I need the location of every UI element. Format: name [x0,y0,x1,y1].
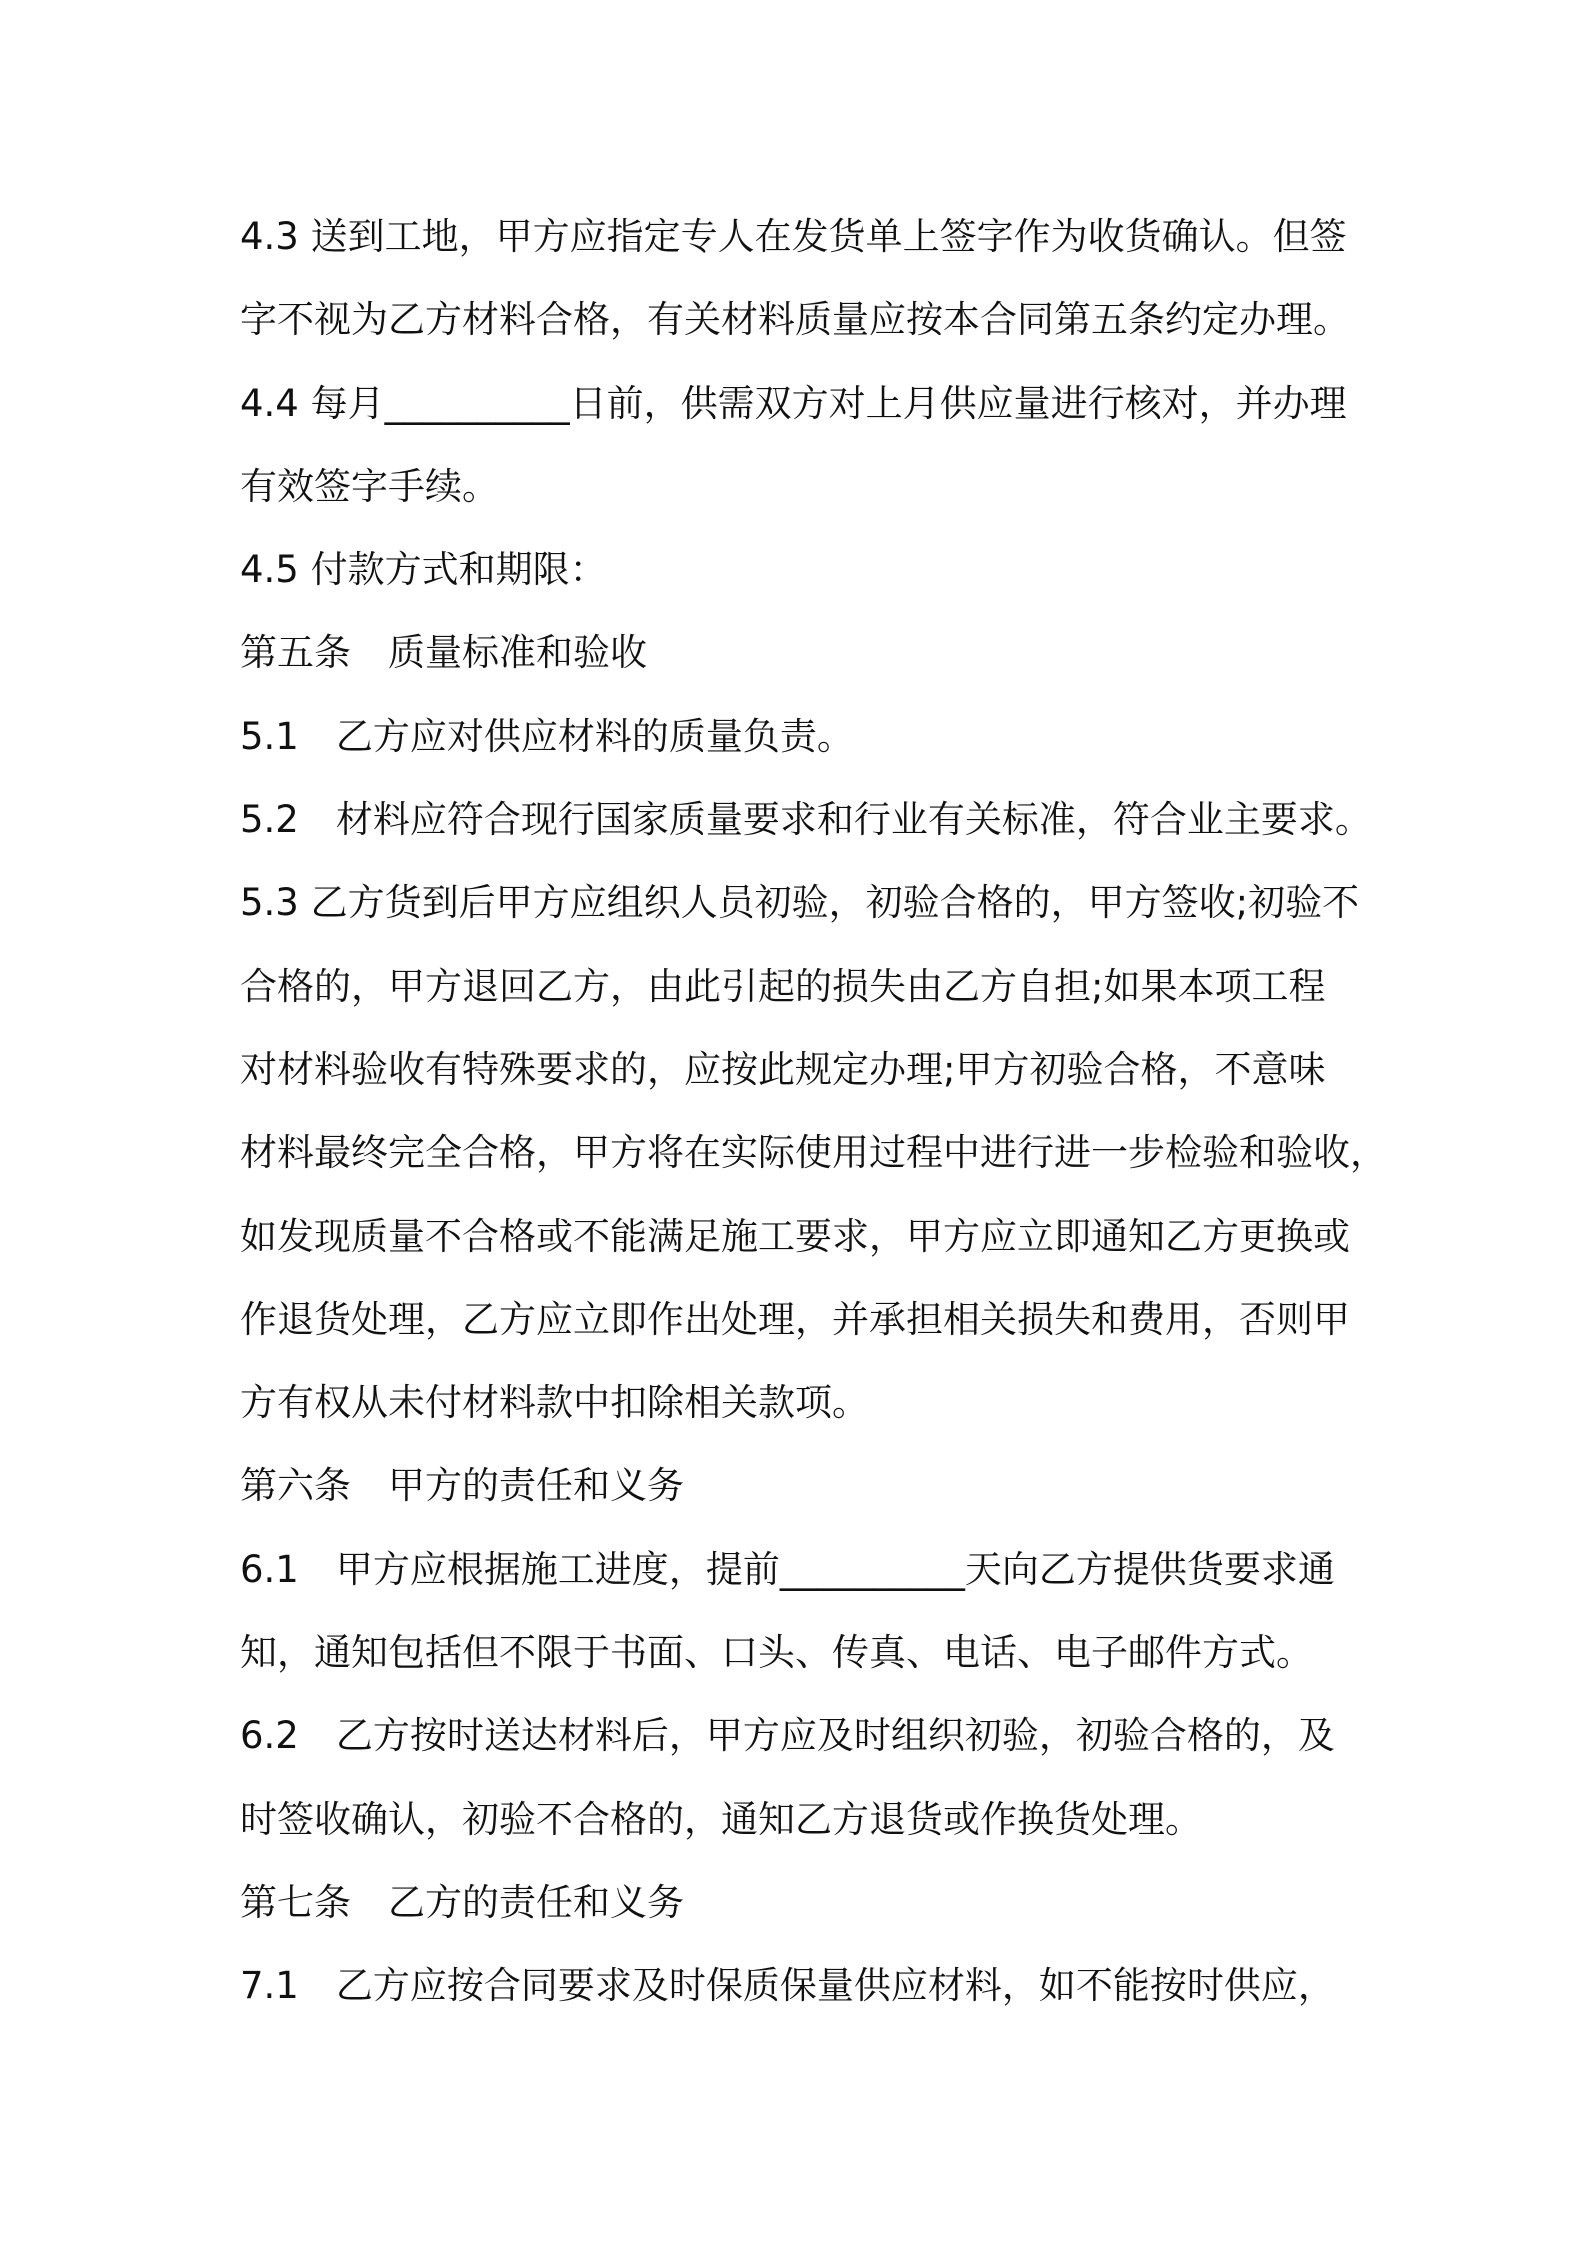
text-line: 5.2 材料应符合现行国家质量要求和行业有关标准，符合业主要求。 [240,798,1372,842]
text-line: 方有权从未付材料款中扣除相关款项。 [240,1381,869,1425]
text-line: 4.3 送到工地，甲方应指定专人在发货单上签字作为收货确认。但签 [240,215,1347,258]
text-line: 如发现质量不合格或不能满足施工要求，甲方应立即通知乙方更换或 [240,1214,1350,1258]
section-heading: 第七条 乙方的责任和义务 [240,1880,684,1924]
text-line: 字不视为乙方材料合格，有关材料质量应按本合同第五条约定办理。 [240,298,1350,342]
section-heading: 第六条 甲方的责任和义务 [240,1464,684,1508]
text-line: 6.1 甲方应根据施工进度，提前__________天向乙方提供货要求通 [240,1547,1335,1591]
document-body [240,195,1387,2028]
text-line: 知，通知包括但不限于书面、口头、传真、电话、电子邮件方式。 [240,1631,1313,1675]
text-line: 对材料验收有特殊要求的，应按此规定办理;甲方初验合格，不意味 [240,1047,1326,1091]
text-line: 作退货处理，乙方应立即作出处理，并承担相关损失和费用，否则甲 [240,1297,1350,1341]
text-line: 4.4 每月__________日前，供需双方对上月供应量进行核对，并办理 [240,381,1347,425]
text-line: 5.1 乙方应对供应材料的质量负责。 [240,714,854,758]
text-line: 材料最终完全合格，甲方将在实际使用过程中进行进一步检验和验收， [240,1131,1387,1175]
text-line: 时签收确认，初验不合格的，通知乙方退货或作换货处理。 [240,1797,1202,1841]
text-line: 合格的，甲方退回乙方，由此引起的损失由乙方自担;如果本项工程 [240,964,1326,1008]
text-line: 4.5 付款方式和期限： [240,548,607,592]
section-heading: 第五条 质量标准和验收 [240,631,647,675]
text-line: 5.3 乙方货到后甲方应组织人员初验，初验合格的，甲方签收;初验不 [240,881,1360,925]
text-line: 有效签字手续。 [240,464,499,508]
text-line: 6.2 乙方按时送达材料后，甲方应及时组织初验，初验合格的，及 [240,1714,1335,1758]
text-line: 7.1 乙方应按合同要求及时保质保量供应材料，如不能按时供应， [240,1964,1335,2008]
